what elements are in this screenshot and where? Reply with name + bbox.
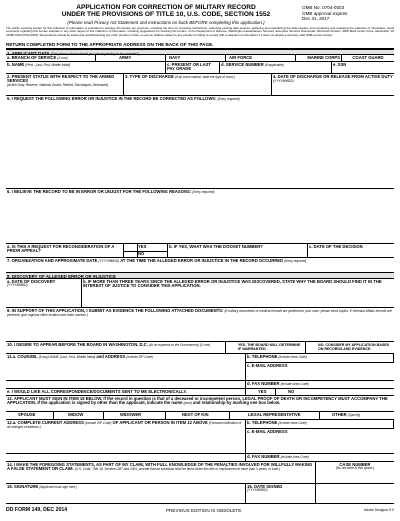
name-field[interactable]: b. NAME (Print - Last, First, Middle Initial)	[6, 62, 166, 74]
branch-label: a. BRANCH OF SERVICE (X one)	[6, 55, 96, 62]
counsel-fax-row	[6, 381, 394, 389]
signature-field[interactable]: 15. SIGNATURE (Applicant must sign here.)	[6, 484, 246, 504]
section-8-header: 8. DISCOVERY OF ALLEGED ERROR OR INJUSTICE	[6, 273, 394, 279]
form-title: APPLICATION FOR CORRECTION OF MILITARY RECORD UNDER THE PROVISIONS OF TITLE 10, U.S. CODE, SECTION 1552	[61, 4, 271, 18]
branch-army-checkbox[interactable]: ARMY	[96, 55, 166, 62]
divider	[124, 251, 168, 252]
applicant-address-field[interactable]: 12.a. COMPLETE CURRENT ADDRESS (Include ZIP Code) OF APPLICANT OR PERSON IN ITEM 12 ABOVE (Forward notification of all changes of address.)	[6, 420, 246, 454]
certification-statement: 14. I MAKE THE FOREGOING STATEMENTS, AS PART OF MY CLAIM, WITH FULL KNOWLEDGE OF THE PENALTIES INVOLVED FOR WILLFULLY MAKING A FALSE STATEMENT OR CLAIM. (U.S. Code, Title 18, Sections 287 and 1001, provide that an individual shall be fined under this title or imprisoned not more than 5 years, or both.)	[6, 462, 316, 484]
relationship-other-checkbox[interactable]: OTHER (Specify)	[332, 412, 361, 417]
counsel-telephone-field[interactable]: b. TELEPHONE (Include Area Code)	[246, 354, 394, 363]
relationship-next-of-kin-checkbox[interactable]: NEXT OF KIN	[166, 412, 230, 420]
branch-of-service-row	[6, 55, 394, 62]
reconsideration-no-checkbox[interactable]: NO	[138, 251, 145, 256]
form-subtitle: (Please read Privacy Act Statement and instructions on back BEFORE completing this application.)	[67, 20, 265, 25]
applicant-telephone-field[interactable]: b. TELEPHONE (Include Area Code)	[246, 420, 394, 429]
applicant-sign-instructions: 12. APPLICANT MUST SIGN IN ITEM 15 BELOW. If the record in question is that of a deceased or incompetent person, LEGAL PROOF OF DEATH OR INCOMPETENCY MUST ACCOMPANY THE APPLICATION. If the application is signed by other than the applicant, indicate the name (print) and relationship by marking one box below.	[6, 396, 394, 412]
applicant-fax-spacer	[6, 454, 246, 462]
applicant-address-row	[6, 420, 394, 454]
service-number-field[interactable]: d. SERVICE NUMBER (If applicable)	[220, 62, 332, 74]
appear-before-board-row	[6, 342, 394, 354]
reconsideration-yes-checkbox[interactable]: YES	[138, 244, 147, 249]
date-of-discharge-field[interactable]: 4. DATE OF DISCHARGE OR RELEASE FROM ACTIVE DUTY (YYYYMMDD)	[273, 74, 393, 84]
discovery-explanation-field[interactable]: b. IF MORE THAN THREE YEARS SINCE THE ALLEGED ERROR OR INJUSTICE WAS DISCOVERED, STATE WHY THE BOARD SHOULD FIND IT IN THE INTEREST OF JUSTICE TO CONSIDER THIS APPLICATION.	[83, 279, 382, 289]
date-signed-field[interactable]: 16. DATE SIGNED (YYYYMMDD)	[246, 484, 316, 504]
present-status-field[interactable]: 2. PRESENT STATUS WITH RESPECT TO THE ARMED SERVICES (Active Duty, Reserve, National Guard, Retired, Discharged, Deceased)	[6, 74, 124, 96]
appear-label: 10. I DESIRE TO APPEAR BEFORE THE BOARD IN WASHINGTON, D.C. (At no expense to the Government) (X one)	[6, 342, 226, 354]
relationship-legal-rep-checkbox[interactable]: LEGAL REPRESENTATIVE	[230, 412, 320, 420]
branch-marine-corps-checkbox[interactable]: MARINE CORPS	[296, 55, 342, 62]
divider	[137, 244, 138, 258]
reconsideration-options	[124, 244, 168, 258]
signature-row	[6, 484, 394, 504]
pay-grade-field[interactable]: c. PRESENT OR LAST PAY GRADE	[166, 62, 220, 74]
relationship-widow-checkbox[interactable]: WIDOW	[54, 412, 104, 420]
counsel-fax-spacer	[6, 381, 246, 389]
name-row	[6, 62, 394, 74]
case-number-box	[316, 484, 394, 504]
relationship-row	[6, 412, 394, 420]
requested-correction-field[interactable]: 5. I REQUEST THE FOLLOWING ERROR OR INJUSTICE IN THE RECORD BE CORRECTED AS FOLLOWS: (Entry required)	[6, 96, 394, 189]
case-number-field: CASE NUMBER (Do not write in this space.)	[335, 462, 375, 471]
relationship-spouse-checkbox[interactable]: SPOUSE	[6, 412, 54, 420]
applicant-email-field[interactable]: c. E-MAIL ADDRESS	[247, 429, 288, 434]
relationship-widower-checkbox[interactable]: WIDOWER	[104, 412, 166, 420]
branch-air-force-checkbox[interactable]: AIR FORCE	[226, 55, 296, 62]
counsel-email-field[interactable]: c. E-MAIL ADDRESS	[247, 363, 288, 368]
status-row	[6, 74, 394, 96]
docket-number-field[interactable]: b. IF YES, WHAT WAS THE DOCKET NUMBER?	[168, 244, 308, 258]
counsel-fax-field[interactable]: d. FAX NUMBER (Include Area Code)	[247, 381, 309, 386]
certification-row	[6, 462, 394, 484]
appear-yes-checkbox[interactable]: YES. THE BOARD WILL DETERMINE IF WARRANTED.	[226, 342, 306, 354]
electronic-label: e. I WOULD LIKE ALL CORRESPONDENCE/DOCUMENTS SENT TO ME ELECTRONICALLY.	[6, 389, 246, 396]
branch-coast-guard-checkbox[interactable]: COAST GUARD	[352, 55, 384, 60]
reconsideration-label: a. IS THIS A REQUEST FOR RECONSIDERATION OF A PRIOR APPEAL?	[6, 244, 124, 258]
decision-date-field[interactable]: c. DATE OF THE DECISION	[309, 244, 363, 249]
applicant-fax-row	[6, 454, 394, 462]
electronic-no-checkbox[interactable]: NO	[288, 389, 295, 394]
designer-note: Adobe Designer 9.0	[364, 508, 394, 512]
branch-navy-checkbox[interactable]: NAVY	[166, 55, 226, 62]
ssn-field[interactable]: e. SSN	[333, 62, 347, 67]
edition-note: PREVIOUS EDITION IS OBSOLETE.	[166, 508, 243, 513]
electronic-yes-checkbox[interactable]: YES	[246, 389, 276, 396]
counsel-row	[6, 354, 394, 381]
date-of-discovery-field[interactable]: a. DATE OF DISCOVERY (YYYYMMDD)	[6, 279, 82, 308]
type-of-discharge-field[interactable]: 3. TYPE OF DISCHARGE (If by court-martial, state the type of court.)	[124, 74, 272, 96]
appear-no-checkbox[interactable]: NO. CONSIDER MY APPLICATION BASED ON RECORDS AND EVIDENCE.	[318, 342, 390, 351]
omb-block: OMB No. 0704-0003 OMB approval expires Dec 31, 2017	[302, 5, 348, 22]
form-header	[6, 3, 394, 41]
form-page	[6, 3, 394, 515]
evidence-documents-field[interactable]: 9. IN SUPPORT OF THIS APPLICATION, I SUBMIT AS EVIDENCE THE FOLLOWING ATTACHED DOCUMENTS: (If military documents or medical records are pertinent to your case, please send copies. If Veterans Affairs records are pertinent, give regional office location and claim number.)	[6, 308, 394, 342]
reasons-field[interactable]: 6. I BELIEVE THE RECORD TO BE IN ERROR OR UNJUST FOR THE FOLLOWING REASONS: (Entry required)	[6, 189, 394, 244]
form-number: DD FORM 149, DEC 2014	[6, 507, 68, 513]
section-1-header: 1. APPLICANT DATA (The person whose record you are requesting to be corrected.)	[6, 49, 394, 55]
return-instructions: RETURN COMPLETED FORM TO THE APPROPRIATE ADDRESS ON THE BACK OF THIS PAGE.	[6, 42, 394, 49]
organization-date-field[interactable]: 7. ORGANIZATION AND APPROXIMATE DATE (YYYYMMDD) AT THE TIME THE ALLEGED ERROR OR INJUSTICE IN THE RECORD OCCURRED (Entry required)	[6, 258, 394, 273]
reconsideration-row	[6, 244, 394, 258]
counsel-name-address-field[interactable]: 11.a. COUNSEL (If any) NAME (Last, First, Middle Initial) and ADDRESS (Include ZIP Code)	[6, 354, 246, 381]
burden-statement: The public reporting burden for this collection of information is estimated to average 30 minutes per response, including the time for reviewing instructions, searching existing data sources, gathering and maintaining the data needed, and completing and reviewing the collection of information. Send comments regarding this burden estimate or any other aspect of this collection of information, including suggestions for reducing the burden, to the Department of Defense, Washington Headquarters Services, Executive Services Directorate, Directives Division, 4800 Mark Center Drive, Alexandria, VA 22350-3100 (0704-0003). Respondents should be aware that notwithstanding any other provision of law, no person shall be subject to any penalty for failing to comply with a collection of information if it does not display a currently valid OMB control number.	[6, 27, 394, 37]
discovery-row	[6, 279, 394, 308]
applicant-fax-field[interactable]: d. FAX NUMBER (Include Area Code)	[247, 454, 309, 459]
form-footer	[6, 508, 394, 516]
